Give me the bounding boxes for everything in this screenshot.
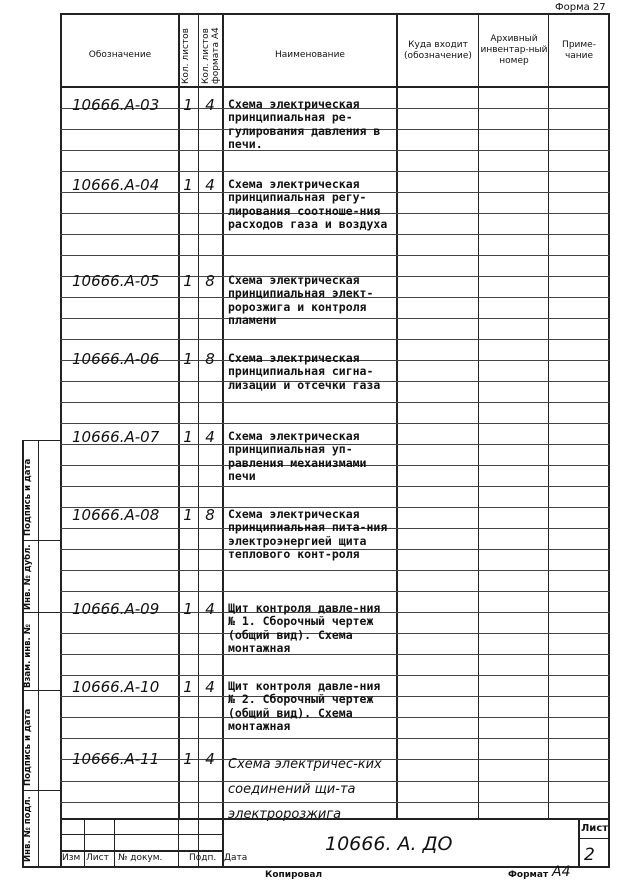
side-div	[22, 612, 60, 613]
entry-name: Схема электрическая принципиальная сигна-лизации и отсечки газа	[228, 351, 381, 392]
entry-name: Схема электричес-ких соединений щи-та электророзжига	[228, 757, 382, 822]
entry-a4: 8	[205, 506, 215, 524]
title-grid	[178, 818, 179, 868]
entry-code: 10666.А-05	[72, 272, 160, 290]
entry-name: Схема электрическая принципиальная уп-равления механизмами печи	[228, 429, 367, 484]
col-sep	[178, 13, 180, 818]
entry-a4: 4	[205, 96, 215, 114]
header-archive-no: Архивный инвентар-ный номер	[480, 34, 548, 66]
title-col-date: Дата	[224, 853, 248, 863]
title-col-doc: № докум.	[118, 853, 163, 863]
entry-sheets: 1	[183, 600, 193, 618]
entry-sheets: 1	[183, 428, 193, 446]
title-block-top	[60, 818, 610, 820]
col-sep	[548, 13, 549, 818]
grid-row-line	[60, 339, 610, 340]
title-col-list: Лист	[86, 853, 109, 863]
header-note: Приме-чание	[562, 40, 596, 61]
grid-row-line	[60, 255, 610, 256]
entry-a4: 4	[205, 678, 215, 696]
col-sep	[396, 13, 398, 818]
grid-row-line	[60, 234, 610, 235]
col-sep	[478, 13, 479, 818]
grid-row-line	[60, 171, 610, 172]
copied-label: Копировал	[265, 870, 323, 880]
side-label-sign-date-2: Подпись и дата	[23, 708, 33, 786]
entry-name: Щит контроля давле-ния № 2. Сборочный чертеж (общий вид). Схема монтажная	[228, 679, 381, 734]
header-bottom	[60, 86, 610, 88]
document-code: 10666. А. ДО	[325, 833, 453, 855]
grid-row-line	[60, 570, 610, 571]
side-strip-mid	[38, 440, 39, 868]
title-grid	[578, 838, 610, 839]
header-sheets-count: Кол. листов	[181, 28, 191, 84]
header-where-used: Куда входит (обозначение)	[404, 40, 472, 61]
frame-bottom	[22, 866, 610, 868]
col-sep	[222, 13, 224, 868]
grid-row-line	[60, 591, 610, 592]
side-div	[22, 690, 60, 691]
entry-name: Схема электрическая принципиальная ре-гулирования давления в печи.	[228, 97, 381, 152]
title-grid	[578, 818, 580, 868]
entry-code: 10666.А-07	[72, 428, 160, 446]
grid-row-line	[60, 675, 610, 676]
entry-name: Щит контроля давле-ния № 1. Сборочный чертеж (общий вид). Схема монтажная	[228, 601, 381, 656]
format-label: Формат	[508, 870, 549, 880]
entry-code: 10666.А-09	[72, 600, 160, 618]
entry-sheets: 1	[183, 678, 193, 696]
header-name: Наименование	[275, 50, 345, 60]
entry-code: 10666.А-08	[72, 506, 160, 524]
header-sheets-a4: Кол. листов формата А4	[201, 27, 221, 84]
side-label-orig-inv: Инв. № подл.	[23, 796, 33, 862]
frame-top	[60, 13, 610, 15]
form-label: Форма 27	[555, 2, 606, 13]
side-label-sign-date-1: Подпись и дата	[23, 458, 33, 536]
sheet-label: Лист	[581, 823, 609, 834]
entry-sheets: 1	[183, 506, 193, 524]
side-div	[22, 440, 60, 441]
col-sep	[198, 13, 199, 818]
entry-name: Схема электрическая принципиальная элект-ророзжига и контроля пламени	[228, 273, 374, 328]
header-designation: Обозначение	[88, 50, 152, 60]
entry-code: 10666.А-04	[72, 176, 160, 194]
entry-code: 10666.А-10	[72, 678, 160, 696]
entry-code: 10666.А-11	[72, 750, 160, 768]
entry-sheets: 1	[183, 176, 193, 194]
frame-left	[60, 13, 62, 868]
entry-a4: 4	[205, 428, 215, 446]
entry-a4: 4	[205, 750, 215, 768]
side-label-dup-inv: Инв. № дубл.	[23, 544, 33, 610]
entry-a4: 8	[205, 272, 215, 290]
title-col-sign: Подп.	[189, 853, 217, 863]
entry-a4: 4	[205, 176, 215, 194]
title-grid	[84, 818, 85, 868]
entry-sheets: 1	[183, 350, 193, 368]
title-grid	[114, 818, 115, 868]
entry-sheets: 1	[183, 96, 193, 114]
grid-row-line	[60, 738, 610, 739]
grid-row-line	[60, 486, 610, 487]
entry-sheets: 1	[183, 750, 193, 768]
entry-name: Схема электрическая принципиальная пита-ния электроэнергией щита теплового конт-роля	[228, 507, 388, 562]
entry-a4: 8	[205, 350, 215, 368]
sheet-number: 2	[584, 845, 595, 865]
entry-code: 10666.А-06	[72, 350, 160, 368]
side-label-replace-inv: Взам. инв. №	[23, 624, 33, 688]
grid-row-line	[60, 423, 610, 424]
entry-a4: 4	[205, 600, 215, 618]
entry-code: 10666.А-03	[72, 96, 160, 114]
side-div	[22, 790, 60, 791]
format-value: А4	[552, 864, 571, 880]
grid-row-line	[60, 402, 610, 403]
side-div	[22, 540, 60, 541]
title-col-izm: Изм	[62, 853, 81, 863]
entry-name: Схема электрическая принципиальная регу-лирования соотноше-ния расходов газа и воздуха	[228, 177, 388, 232]
frame-right	[608, 13, 610, 868]
entry-sheets: 1	[183, 272, 193, 290]
